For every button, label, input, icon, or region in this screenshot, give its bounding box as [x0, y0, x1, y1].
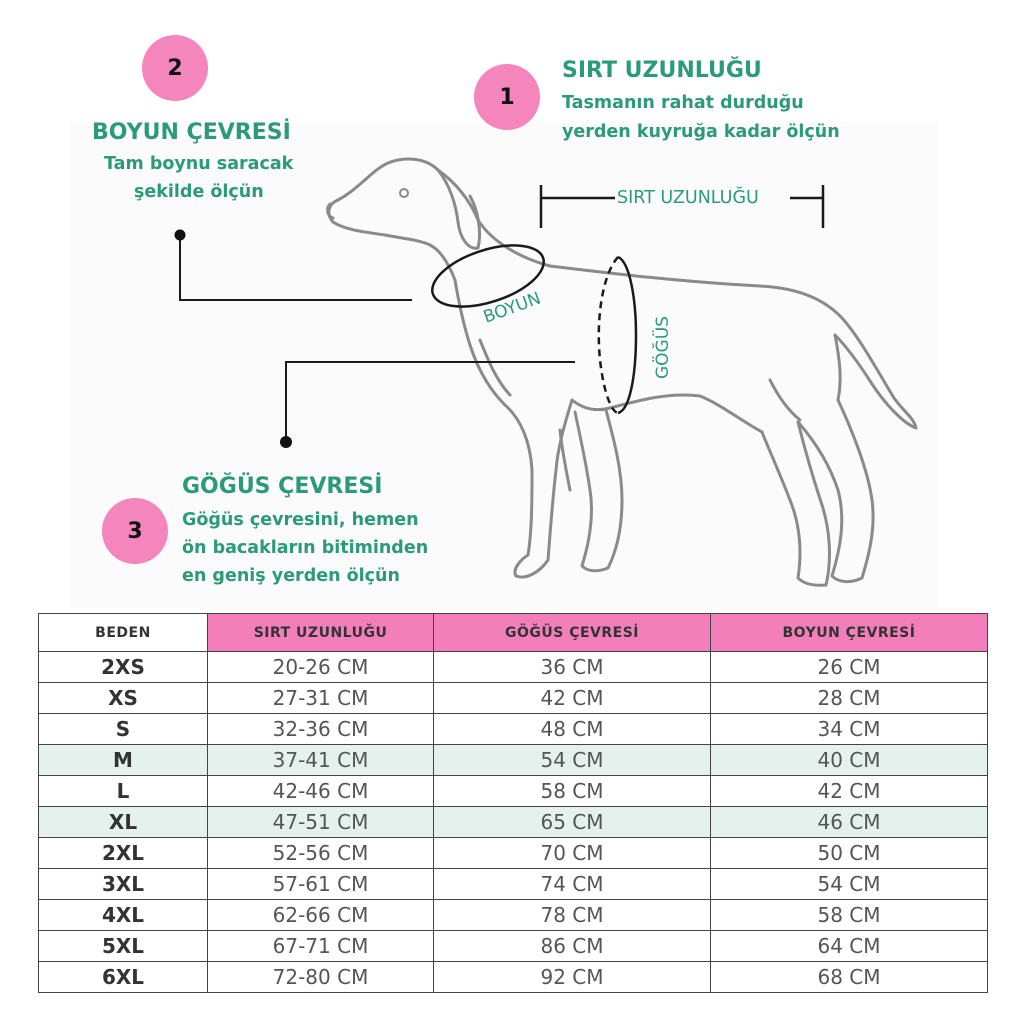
chest-leader-dot	[280, 436, 292, 448]
table-row	[39, 900, 988, 931]
cell-back-length: 42-46 CM	[208, 776, 434, 807]
cell-back-length: 62-66 CM	[208, 900, 434, 931]
cell-size: XS	[39, 683, 208, 714]
chest-title: GÖĞÜS ÇEVRESİ	[182, 474, 383, 499]
header-back-length: SIRT UZUNLUĞU	[208, 614, 434, 652]
dog-label-neck: BOYUN	[480, 288, 544, 328]
table-row	[39, 962, 988, 993]
cell-size: 4XL	[39, 900, 208, 931]
cell-neck: 26 CM	[711, 652, 988, 683]
table-row	[39, 776, 988, 807]
cell-chest: 36 CM	[434, 652, 711, 683]
cell-back-length: 52-56 CM	[208, 838, 434, 869]
back-length-description-line-2: yerden kuyruğa kadar ölçün	[562, 122, 840, 142]
neck-description-line-2: şekilde ölçün	[134, 182, 264, 202]
cell-size: 3XL	[39, 869, 208, 900]
cell-neck: 28 CM	[711, 683, 988, 714]
cell-size: XL	[39, 807, 208, 838]
cell-neck: 40 CM	[711, 745, 988, 776]
cell-chest: 65 CM	[434, 807, 711, 838]
table-row	[39, 683, 988, 714]
cell-back-length: 67-71 CM	[208, 931, 434, 962]
table-row	[39, 745, 988, 776]
table-row	[39, 714, 988, 745]
chest-description-line-3: en geniş yerden ölçün	[182, 566, 400, 586]
chest-leader-line	[286, 362, 575, 440]
cell-chest: 92 CM	[434, 962, 711, 993]
cell-chest: 86 CM	[434, 931, 711, 962]
cell-neck: 50 CM	[711, 838, 988, 869]
cell-back-length: 27-31 CM	[208, 683, 434, 714]
cell-back-length: 20-26 CM	[208, 652, 434, 683]
table-row	[39, 652, 988, 683]
cell-neck: 42 CM	[711, 776, 988, 807]
header-chest: GÖĞÜS ÇEVRESİ	[434, 614, 711, 652]
cell-back-length: 37-41 CM	[208, 745, 434, 776]
dog-label-back: SIRT UZUNLUĞU	[617, 188, 759, 208]
cell-chest: 48 CM	[434, 714, 711, 745]
cell-size: S	[39, 714, 208, 745]
cell-chest: 70 CM	[434, 838, 711, 869]
back-length-title: SIRT UZUNLUĞU	[562, 58, 762, 83]
cell-back-length: 32-36 CM	[208, 714, 434, 745]
badge-2: 2	[142, 35, 208, 101]
cell-neck: 64 CM	[711, 931, 988, 962]
cell-neck: 54 CM	[711, 869, 988, 900]
cell-neck: 68 CM	[711, 962, 988, 993]
table-row	[39, 869, 988, 900]
cell-size: 2XS	[39, 652, 208, 683]
table-row	[39, 931, 988, 962]
dog-label-chest: GÖĞÜS	[653, 316, 673, 379]
cell-size: 5XL	[39, 931, 208, 962]
dog-eye	[400, 189, 408, 197]
chest-description-line-2: ön bacakların bitiminden	[182, 538, 429, 558]
neck-description-line-1: Tam boynu saracak	[104, 154, 294, 174]
neck-leader-dot	[175, 230, 186, 241]
table-row	[39, 838, 988, 869]
cell-back-length: 72-80 CM	[208, 962, 434, 993]
badge-3: 3	[102, 498, 168, 564]
cell-chest: 74 CM	[434, 869, 711, 900]
cell-chest: 42 CM	[434, 683, 711, 714]
chest-description-line-1: Göğüs çevresini, hemen	[182, 510, 419, 530]
size-table	[38, 613, 988, 993]
cell-back-length: 47-51 CM	[208, 807, 434, 838]
cell-chest: 54 CM	[434, 745, 711, 776]
chest-measure-ellipse-back	[599, 257, 618, 413]
cell-back-length: 57-61 CM	[208, 869, 434, 900]
cell-neck: 46 CM	[711, 807, 988, 838]
table-row	[39, 807, 988, 838]
badge-1: 1	[474, 64, 540, 130]
back-length-description-line-1: Tasmanın rahat durduğu	[562, 93, 804, 113]
header-neck: BOYUN ÇEVRESİ	[711, 614, 988, 652]
cell-size: L	[39, 776, 208, 807]
neck-title: BOYUN ÇEVRESİ	[92, 120, 291, 145]
cell-neck: 34 CM	[711, 714, 988, 745]
cell-size: M	[39, 745, 208, 776]
chest-measure-ellipse-front	[618, 257, 636, 413]
neck-leader-line	[180, 236, 412, 300]
cell-chest: 78 CM	[434, 900, 711, 931]
cell-chest: 58 CM	[434, 776, 711, 807]
header-size: BEDEN	[39, 614, 208, 652]
cell-size: 2XL	[39, 838, 208, 869]
size-table-header	[39, 614, 988, 652]
cell-neck: 58 CM	[711, 900, 988, 931]
cell-size: 6XL	[39, 962, 208, 993]
